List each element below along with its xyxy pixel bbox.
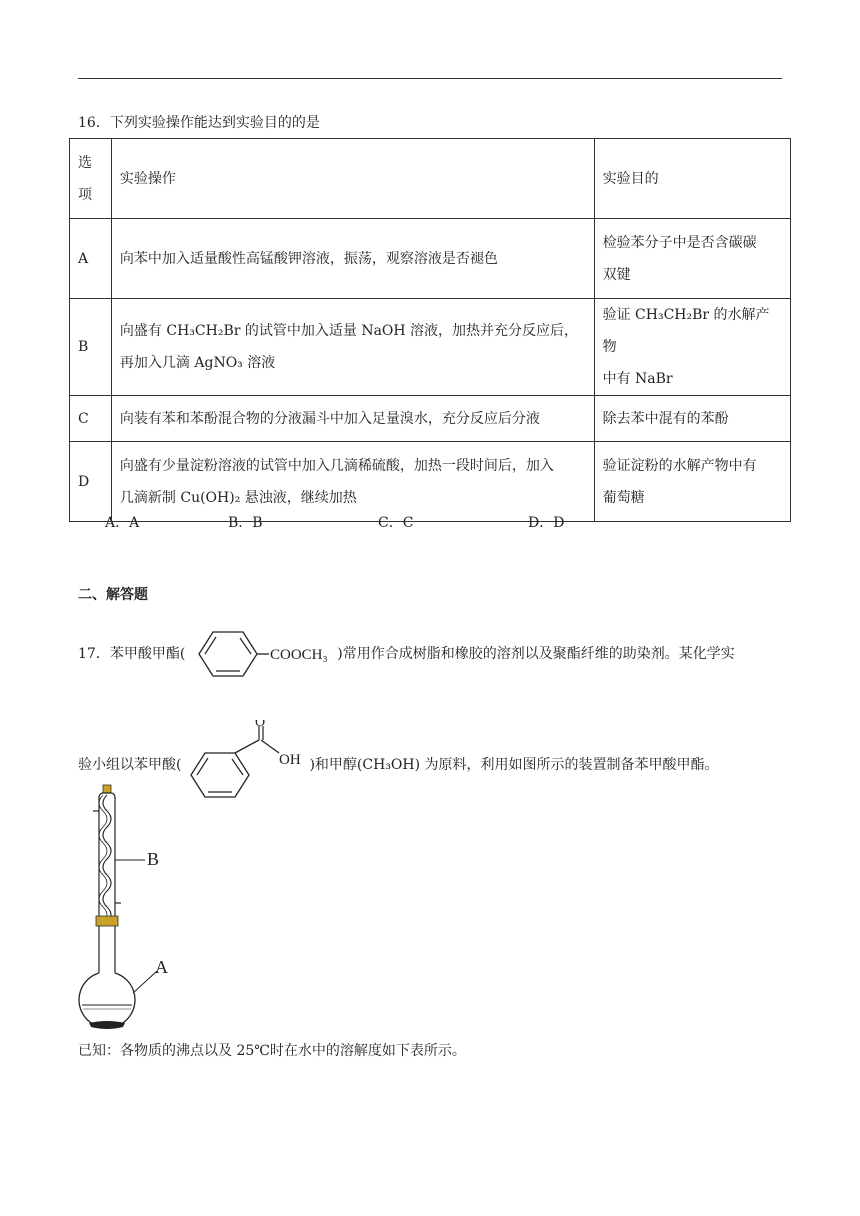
q17-text-suffix2: )和甲醇(CH₃OH) 为原料，利用如图所示的装置制备苯甲酸甲酯。 bbox=[309, 757, 719, 773]
benzene-ring-icon bbox=[191, 753, 249, 797]
choice-b[interactable]: B．B bbox=[228, 515, 263, 531]
choice-a[interactable]: A．A bbox=[105, 515, 140, 531]
row-operation-line2: 再加入几滴 AgNO₃ 溶液 bbox=[119, 355, 276, 371]
table-header-row bbox=[70, 139, 791, 219]
choice-c[interactable]: C．C bbox=[378, 515, 414, 531]
ester-group-label: COOCH₃ bbox=[270, 647, 329, 663]
question-number: 16． bbox=[78, 115, 110, 131]
row-goal-line1: 验证 CH₃CH₂Br 的水解产物 bbox=[602, 307, 770, 355]
row-operation-line1: 向苯中加入适量酸性高锰酸钾溶液，振荡，观察溶液是否褪色 bbox=[119, 250, 498, 267]
benzoic-acid-structure bbox=[181, 720, 309, 810]
label-a: A bbox=[155, 957, 168, 977]
round-flask-icon bbox=[79, 973, 135, 1028]
row-goal bbox=[594, 442, 790, 522]
row-goal-line2: 双键 bbox=[602, 266, 631, 283]
header-option-line2: 项 bbox=[78, 186, 92, 203]
header-option-line1: 选 bbox=[78, 154, 92, 171]
methyl-benzoate-structure bbox=[185, 628, 337, 680]
question-text: 下列实验操作能达到实验目的的是 bbox=[109, 115, 320, 131]
hydroxyl-label: OH bbox=[279, 752, 302, 768]
table-row bbox=[70, 442, 791, 522]
question-17-line1 bbox=[78, 628, 735, 680]
table-row bbox=[70, 396, 791, 442]
row-goal bbox=[594, 299, 790, 396]
joint-clamp-icon bbox=[96, 916, 118, 926]
row-goal-line2: 葡萄糖 bbox=[602, 489, 645, 506]
q17-text-suffix: )常用作合成树脂和橡胶的溶剂以及聚酯纤维的助染剂。某化学实 bbox=[337, 646, 735, 662]
q17-text-prefix2: 验小组以苯甲酸( bbox=[78, 757, 182, 773]
boiling-chips-icon bbox=[89, 1021, 125, 1029]
choice-d[interactable]: D．D bbox=[528, 515, 565, 531]
experiment-table bbox=[69, 138, 791, 522]
row-operation-line1: 向盛有 CH₃CH₂Br 的试管中加入适量 NaOH 溶液，加热并充分反应后， bbox=[119, 323, 579, 339]
condenser-icon bbox=[99, 793, 115, 923]
row-operation-line1: 向装有苯和苯酚混合物的分液漏斗中加入足量溴水，充分反应后分液 bbox=[119, 410, 540, 427]
row-goal bbox=[594, 396, 790, 442]
row-option: B bbox=[70, 299, 112, 396]
section-title: 二、解答题 bbox=[78, 587, 148, 603]
table-row bbox=[70, 219, 791, 299]
header-option bbox=[70, 139, 112, 219]
header-rule bbox=[78, 78, 782, 79]
row-goal-line1: 验证淀粉的水解产物中有 bbox=[602, 457, 757, 474]
row-operation-line2: 几滴新制 Cu(OH)₂ 悬浊液，继续加热 bbox=[119, 489, 357, 506]
row-operation-line1: 向盛有少量淀粉溶液的试管中加入几滴稀硫酸，加热一段时间后，加入 bbox=[119, 457, 554, 474]
row-goal-line2: 中有 NaBr bbox=[602, 371, 673, 387]
q17-text-prefix: 17．苯甲酸甲酯( bbox=[78, 646, 186, 662]
table-row bbox=[70, 299, 791, 396]
row-goal bbox=[594, 219, 790, 299]
known-condition-text: 已知：各物质的沸点以及 25℃时在水中的溶解度如下表所示。 bbox=[78, 1043, 466, 1059]
row-option: C bbox=[70, 396, 112, 442]
top-stopper-icon bbox=[103, 785, 111, 793]
reflux-apparatus-diagram bbox=[75, 783, 185, 1037]
row-option: D bbox=[70, 442, 112, 522]
row-operation bbox=[111, 219, 594, 299]
row-option: A bbox=[70, 219, 112, 299]
question-16-stem bbox=[78, 112, 320, 132]
carbonyl-o-label: O bbox=[255, 720, 266, 730]
row-operation bbox=[111, 299, 594, 396]
row-operation bbox=[111, 396, 594, 442]
label-b: B bbox=[147, 849, 160, 869]
header-operation: 实验操作 bbox=[111, 139, 594, 219]
benzene-ring-icon bbox=[199, 632, 257, 676]
row-goal-line1: 除去苯中混有的苯酚 bbox=[602, 410, 729, 427]
header-goal: 实验目的 bbox=[594, 139, 790, 219]
row-operation bbox=[111, 442, 594, 522]
row-goal-line1: 检验苯分子中是否含碳碳 bbox=[602, 234, 757, 251]
